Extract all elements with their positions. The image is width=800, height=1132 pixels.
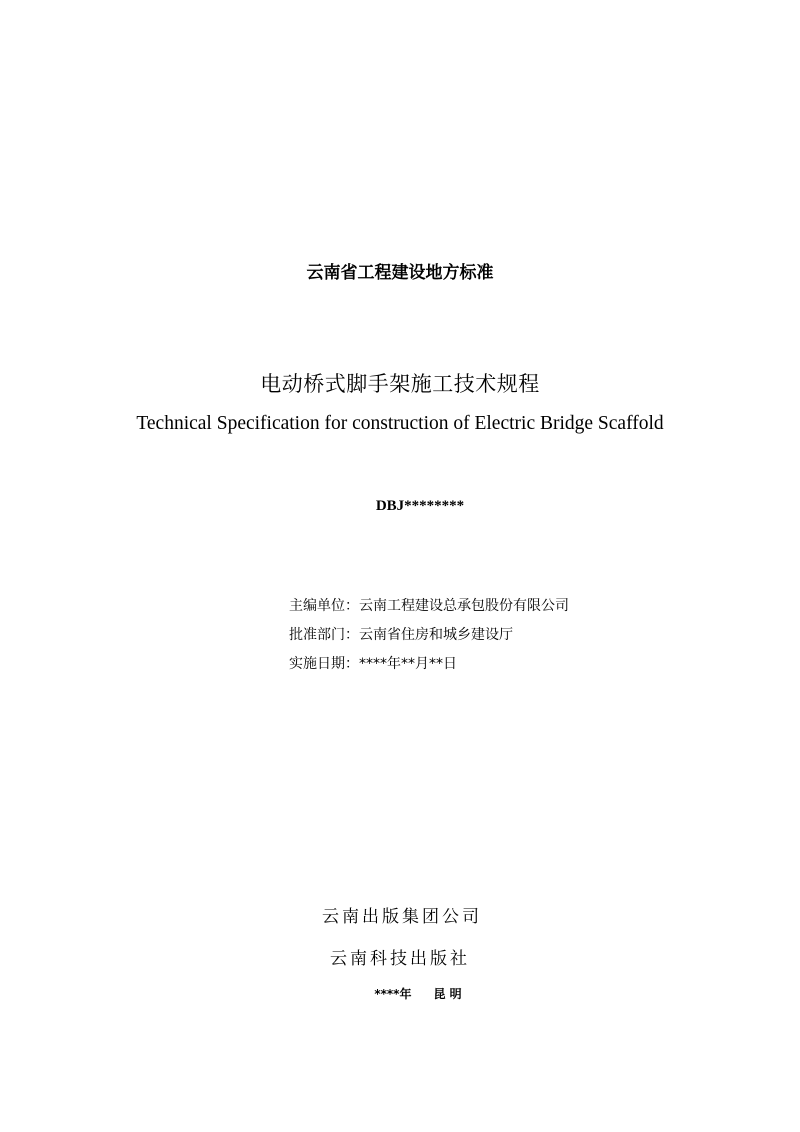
effective-date: 实施日期：****年**月**日	[289, 656, 457, 672]
document-title-english: Technical Specification for construction of Electric Bridge Scaffold	[136, 413, 664, 434]
imprint-year: ****年	[374, 987, 412, 1001]
publisher-group: 云南出版集团公司	[322, 907, 482, 927]
publisher-press: 云南科技出版社	[330, 949, 470, 969]
document-title-chinese: 电动桥式脚手架施工技术规程	[260, 372, 540, 396]
standard-code: DBJ********	[375, 498, 465, 514]
document-info-block	[289, 592, 569, 679]
imprint	[18, 985, 800, 1002]
approval-department: 批准部门：云南省住房和城乡建设厅	[289, 627, 513, 643]
imprint-city: 昆 明	[433, 987, 462, 1001]
series-title: 云南省工程建设地方标准	[306, 263, 494, 283]
editor-unit: 主编单位：云南工程建设总承包股份有限公司	[289, 598, 569, 614]
